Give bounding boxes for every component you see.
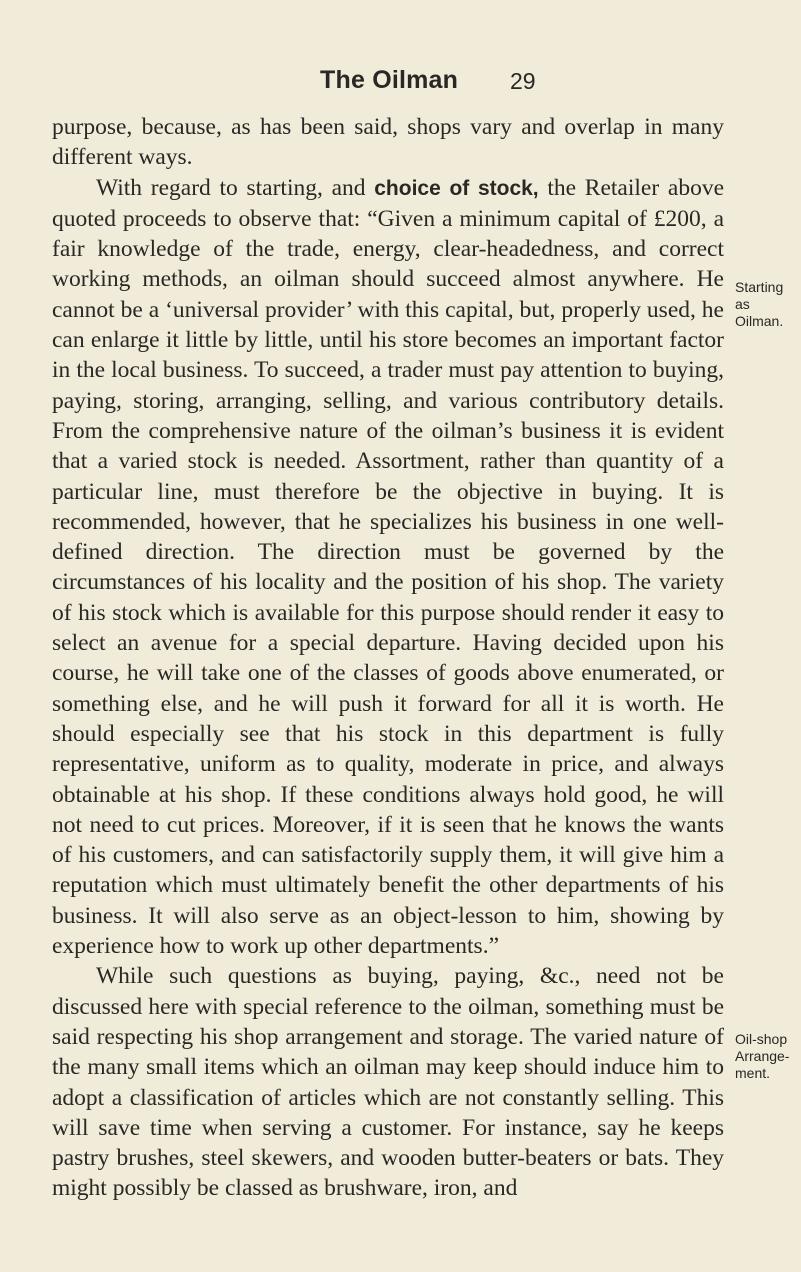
- body-text: [52, 112, 724, 1204]
- running-head-title: The Oilman: [320, 66, 459, 94]
- paragraph-arrangement: While such questions as buying, paying, &c., need not be discussed here with special reference to the oilman, something must be said respecting his shop arrangement and storage. The varied nature of the many small items which an oilman may keep should induce him to adopt a classification of articles which are not constantly selling. This will save time when serving a customer. For instance, say he keeps pastry brushes, steel skewers, and wooden butter-beaters or bats. They might possibly be classed as brushware, iron, and: [52, 963, 724, 1202]
- page-number: 29: [510, 68, 536, 94]
- choice-of-stock-phrase: choice of stock,: [374, 176, 539, 200]
- paragraph-starting-rest: the Retailer above quoted proceeds to observe that: “Given a minimum capital of £200, a fair knowledge of the trade, energy, clear-headedness, and correct working methods, an oilman should succeed almost anywhere. He cannot be a ‘universal provider’ with this capital, but, properly used, he can enlarge it little by little, until his store becomes an important factor in the local business. To succeed, a trader must pay attention to buying, paying, storing, arranging, selling, and various contributory details. From the comprehensive nature of the oilman’s business it is evident that a varied stock is needed. Assortment, rather than quantity of a particular line, must therefore be the objective in buying. It is recommended, however, that he specializes his business in one well-defined direction. The direction must be governed by the circumstances of his locality and the position of his shop. The variety of his stock which is available for this purpose should render it easy to select an avenue for a special departure. Having decided upon his course, he will take one of the classes of goods above enumerated, or something else, and he will push it forward for all it is worth. He should especially see that his stock in this department is fully representative, uniform as to quality, moderate in price, and always obtainable at his shop. If these conditions always hold good, he will not need to cut prices. Moreover, if it is seen that he knows the wants of his customers, and can satisfactorily supply them, it will give him a reputation which must ultimately benefit the other departments of his business. It will also serve as an object-lesson to him, showing by experience how to work up other departments.”: [52, 174, 724, 960]
- paragraph-starting: [52, 173, 724, 962]
- paragraph-starting-lead: With regard to starting, and: [96, 174, 366, 201]
- margin-note-starting: Starting as Oilman.: [735, 279, 784, 329]
- paragraph-continued: purpose, because, as has been said, shops vary and overlap in many different ways.: [52, 114, 724, 171]
- margin-note-arrangement: Oil-shop Arrange-ment.: [735, 1031, 790, 1081]
